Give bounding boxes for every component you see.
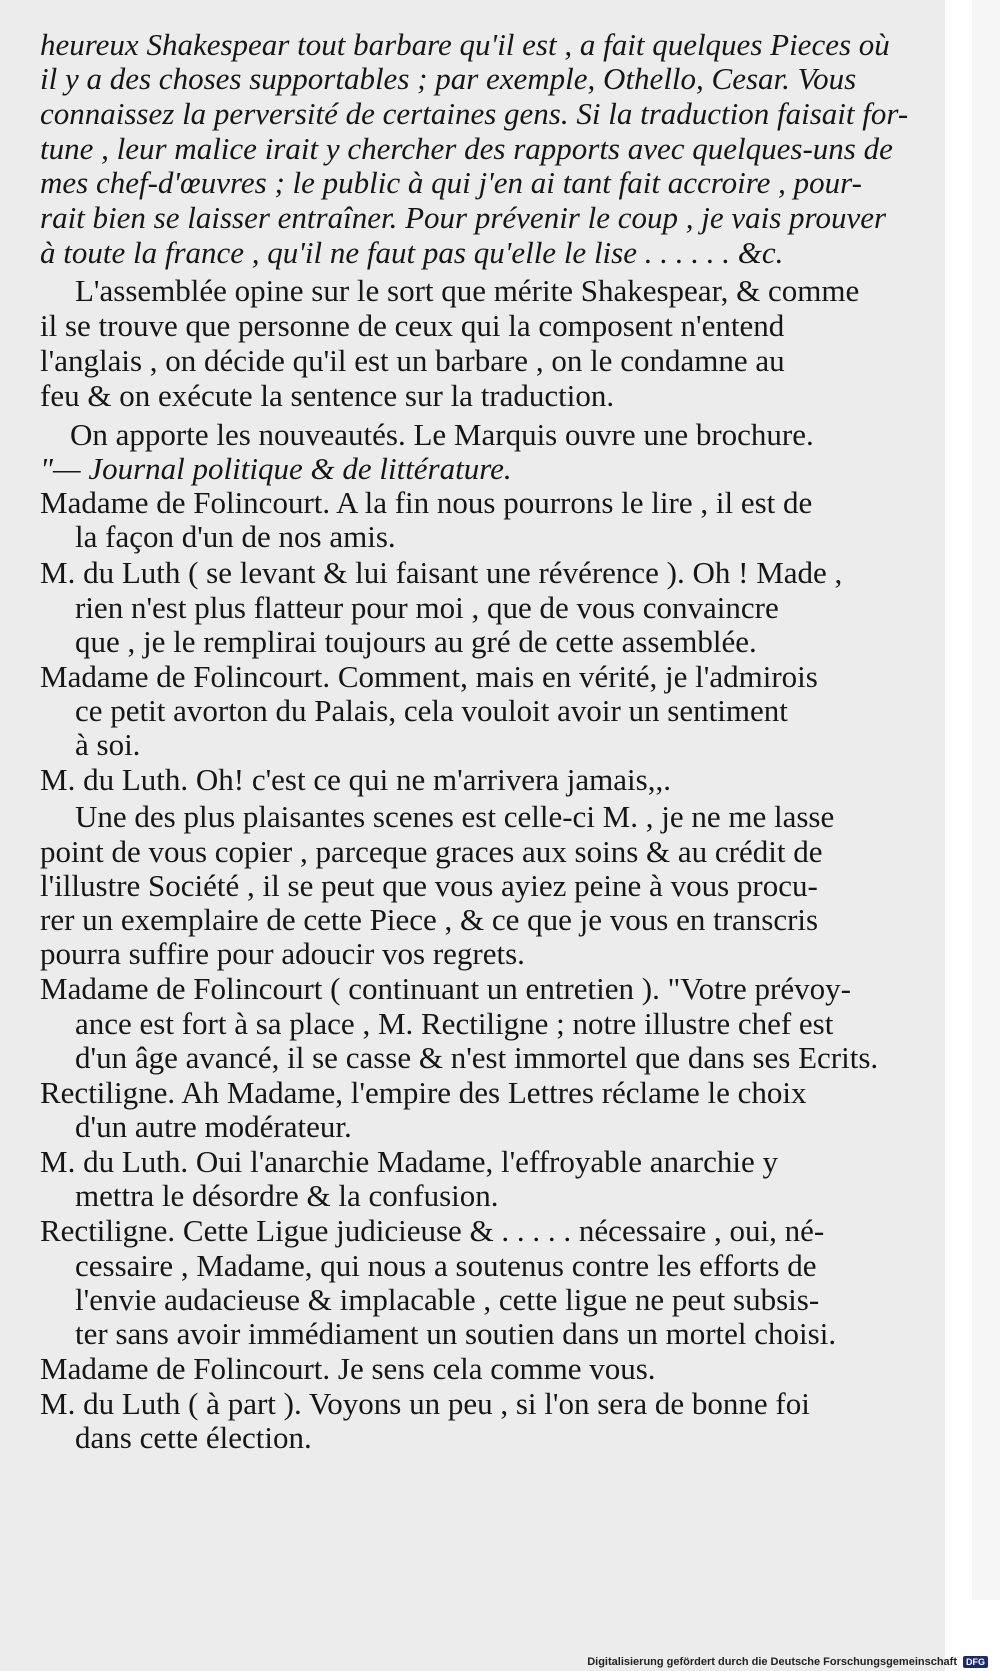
- speaker-line: Madame de Folincourt. Je sens cela comme vous.: [40, 1351, 656, 1386]
- text-line: heureux Shakespear tout barbare qu'il est , a fait quelques Pieces où: [40, 27, 890, 62]
- dfg-logo: DFG: [963, 1656, 988, 1668]
- text-line: ter sans avoir immédiament un soutien dans un mortel choisi.: [75, 1316, 837, 1351]
- text-line: l'illustre Société , il se peut que vous ayiez peine à vous procu-: [40, 868, 818, 903]
- speaker-line: M. du Luth ( à part ). Voyons un peu , si l'on sera de bonne foi: [40, 1386, 810, 1421]
- speaker-line: Madame de Folincourt. Comment, mais en vérité, je l'admirois: [40, 659, 818, 694]
- text-line: tune , leur malice irait y chercher des rapports avec quelques-uns de: [40, 131, 893, 166]
- digitization-footer: [587, 1655, 988, 1669]
- speaker-line: Rectiligne. Cette Ligue judicieuse & . . . . . nécessaire , oui, né-: [40, 1213, 825, 1248]
- text-line: feu & on exécute la sentence sur la traduction.: [40, 378, 615, 413]
- text-line: "— Journal politique & de littérature.: [40, 451, 512, 486]
- text-line: il y a des choses supportables ; par exemple, Othello, Cesar. Vous: [40, 61, 857, 96]
- speaker-line: M. du Luth. Oui l'anarchie Madame, l'effroyable anarchie y: [40, 1144, 778, 1179]
- scan-margin: [972, 0, 1000, 1600]
- text-line: rer un exemplaire de cette Piece , & ce que je vous en transcris: [40, 902, 819, 937]
- text-line: il se trouve que personne de ceux qui la composent n'entend: [40, 308, 785, 343]
- text-line: à soi.: [75, 727, 141, 762]
- text-line: ce petit avorton du Palais, cela vouloit avoir un sentiment: [75, 693, 788, 728]
- text-line: pourra suffire pour adoucir vos regrets.: [40, 936, 525, 971]
- text-line: L'assemblée opine sur le sort que mérite Shakespear, & comme: [75, 273, 860, 308]
- text-line: rait bien se laisser entraîner. Pour prévenir le coup , je vais prouver: [40, 200, 887, 235]
- text-line: d'un autre modérateur.: [75, 1109, 352, 1144]
- speaker-line: Rectiligne. Ah Madame, l'empire des Lettres réclame le choix: [40, 1075, 807, 1110]
- text-line: Une des plus plaisantes scenes est celle-ci M. , je ne me lasse: [75, 799, 835, 834]
- text-line: cessaire , Madame, qui nous a soutenus contre les efforts de: [75, 1248, 817, 1283]
- text-line: On apporte les nouveautés. Le Marquis ouvre une brochure.: [70, 417, 814, 452]
- text-line: l'anglais , on décide qu'il est un barbare , on le condamne au: [40, 343, 785, 378]
- speaker-line: M. du Luth ( se levant & lui faisant une révérence ). Oh ! Made ,: [40, 555, 843, 590]
- text-line: rien n'est plus flatteur pour moi , que de vous convaincre: [75, 590, 779, 625]
- text-line: l'envie audacieuse & implacable , cette ligue ne peut subsis-: [75, 1282, 820, 1317]
- footer-text: Digitalisierung gefördert durch die Deutsche Forschungsgemeinschaft: [587, 1656, 957, 1668]
- text-line: la façon d'un de nos amis.: [75, 519, 396, 554]
- text-line: ance est fort à sa place , M. Rectiligne ; notre illustre chef est: [75, 1006, 834, 1041]
- speaker-line: Madame de Folincourt. A la fin nous pourrons le lire , il est de: [40, 485, 813, 520]
- text-line: point de vous copier , parceque graces aux soins & au crédit de: [40, 834, 823, 869]
- text-line: d'un âge avancé, il se casse & n'est immortel que dans ses Ecrits.: [75, 1040, 879, 1075]
- text-line: dans cette élection.: [75, 1420, 312, 1455]
- text-line: à toute la france , qu'il ne faut pas qu'elle le lise . . . . . . &c.: [40, 235, 784, 270]
- text-line: mettra le désordre & la confusion.: [75, 1178, 499, 1213]
- scan-page-edge: [945, 0, 972, 1600]
- text-line: connaissez la perversité de certaines gens. Si la traduction faisait for-: [40, 96, 909, 131]
- speaker-line: M. du Luth. Oh! c'est ce qui ne m'arrivera jamais,,.: [40, 762, 671, 797]
- speaker-line: Madame de Folincourt ( continuant un entretien ). "Votre prévoy-: [40, 971, 851, 1006]
- text-line: mes chef-d'œuvres ; le public à qui j'en ai tant fait accroire , pour-: [40, 165, 862, 200]
- text-line: que , je le remplirai toujours au gré de cette assemblée.: [75, 624, 757, 659]
